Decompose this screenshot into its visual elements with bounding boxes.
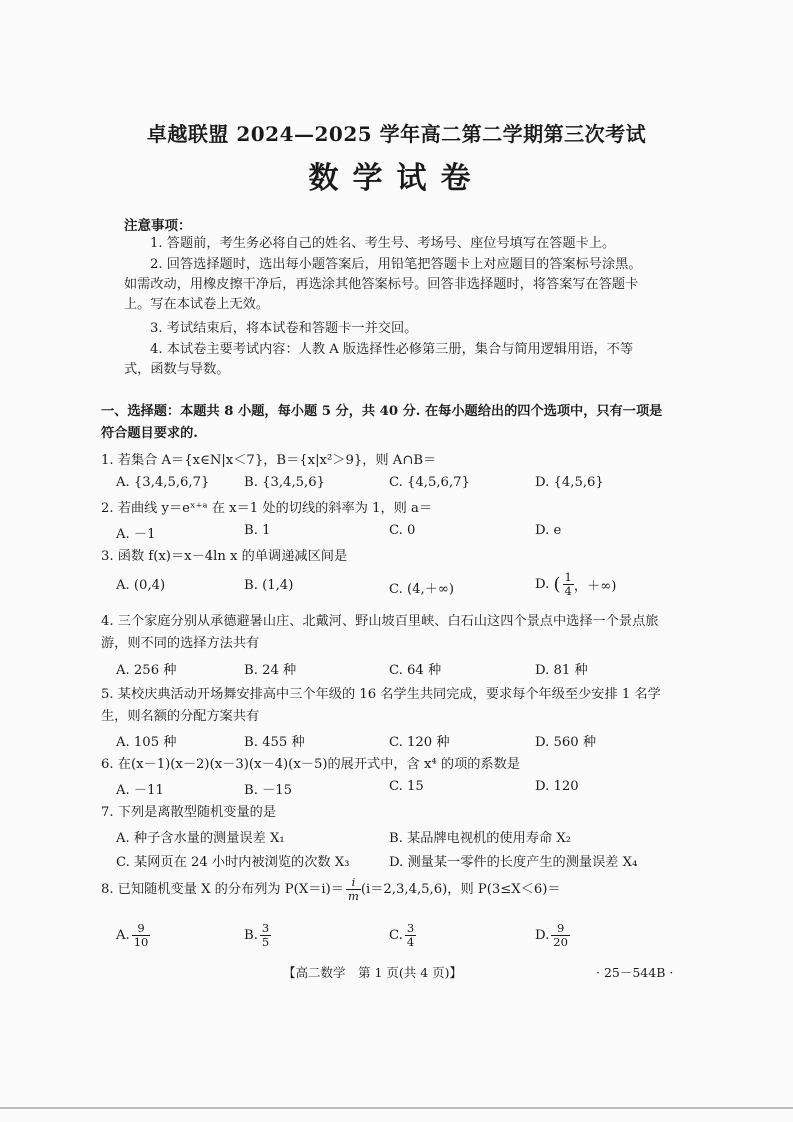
q1-option-c: C. {4,5,6,7} [389,475,470,490]
q3-option-a: A. (0,4) [116,578,166,593]
q3-option-b: B. (1,4) [244,578,294,593]
q4-option-a: A. 256 种 [116,663,177,678]
q5-option-a: A. 105 种 [116,735,177,750]
question-5: 5. 某校庆典活动开场舞安排高中三个年级的 16 名学生共同完成，要求每个年级至少安排 1 名学生，则名额的分配方案共有 [101,687,661,724]
q5-option-c: C. 120 种 [389,735,450,750]
exam-subject-title: 数学试卷 [308,161,485,196]
q6-option-d: D. 120 [535,779,579,794]
q3d-fraction: $\frac{1}{4}$ [564,570,572,598]
question-6: 6. 在(x－1)(x－2)(x－3)(x－4)(x－5)的展开式中，含 x⁴ 的项的系数是 [101,757,521,772]
notice-item-3: 3. 考试结束后，将本试卷和答题卡一并交回。 [150,321,418,336]
question-7: 7. 下列是离散型随机变量的是 [101,805,277,820]
question-1: 1. 若集合 A＝{x∈N|x＜7}，B＝{x|x²＞9}，则 A∩B＝ [101,453,437,468]
q4-option-b: B. 24 种 [244,663,297,678]
q7-option-c: C. 某网页在 24 小时内被浏览的次数 X₃ [116,855,350,870]
question-3: 3. 函数 f(x)＝x－4ln x 的单调递减区间是 [101,549,348,564]
q7-option-a: A. 种子含水量的测量误差 X₁ [116,831,285,846]
q8-option-c: C. $\frac{3}{4}$ [389,921,415,949]
footer-code: · 25－544B · [596,965,674,980]
q3-option-c: C. (4,＋∞) [389,582,455,597]
notice-item-2: 2. 回答选择题时，选出每小题答案后，用铅笔把答题卡上对应题目的答案标号涂黑。如需改动，用橡皮擦干净后，再选涂其他答案标号。回答非选择题时，将答案写在答题卡上。写在本试卷上无效。 [124,257,642,312]
q1-option-a: A. {3,4,5,6,7} [116,475,210,490]
q2-option-c: C. 0 [389,523,416,538]
section-heading: 一、选择题：本题共 8 小题，每小题 5 分，共 40 分. 在每小题给出的四个选项中，只有一项是符合题目要求的. [101,404,663,441]
q5-option-d: D. 560 种 [535,735,597,750]
q2-option-d: D. e [535,523,562,538]
q3-option-d: D. ( $\frac{1}{4}$ ，＋∞) [535,570,617,598]
q1-option-b: B. {3,4,5,6} [244,475,325,490]
q8-option-a: A. $\frac{9}{10}$ [116,921,149,949]
question-8 [101,876,676,903]
question-2: 2. 若曲线 y＝eˣ⁺ᵃ 在 x＝1 处的切线的斜率为 1，则 a＝ [101,501,433,516]
scan-edge-line [0,1107,793,1109]
q8-option-d: D. $\frac{9}{20}$ [535,921,568,949]
exam-title: 卓越联盟 2024—2025 学年高二第二学期第三次考试 [146,122,647,146]
q4-option-c: C. 64 种 [389,663,442,678]
q6-option-b: B. －15 [244,783,293,798]
q2-option-b: B. 1 [244,523,271,538]
q8-suffix: (i＝2,3,4,5,6)，则 P(3≤X＜6)＝ [360,882,561,897]
question-4: 4. 三个家庭分别从承德避暑山庄、北戴河、野山坡百里峡、白石山这四个景点中选择一个景点旅游，则不同的选择方法共有 [101,614,659,651]
q1-option-d: D. {4,5,6} [535,475,604,490]
q6-option-a: A. －11 [116,783,164,798]
q8-fraction: $\frac{i}{m}$ [347,875,359,903]
notice-item-4: 4. 本试卷主要考试内容：人教 A 版选择性必修第三册，集合与简用逻辑用语，不等式，函数与导数。 [124,342,634,377]
q6-option-c: C. 15 [389,779,424,794]
q3d-suffix: ，＋∞) [573,579,617,594]
q8-prefix: 8. 已知随机变量 X 的分布列为 P(X＝i)＝ [101,882,344,897]
q4-option-d: D. 81 种 [535,663,588,678]
q5-option-b: B. 455 种 [244,735,305,750]
q8-option-b: B. $\frac{3}{5}$ [244,921,270,949]
footer-page-info: 【高二数学 第 1 页(共 4 页)】 [283,965,463,980]
q2-option-a: A. －1 [116,527,156,542]
notice-heading: 注意事项： [124,218,192,234]
q7-option-d: D. 测量某一零件的长度产生的测量误差 X₄ [389,855,638,870]
q7-option-b: B. 某品牌电视机的使用寿命 X₂ [389,831,572,846]
notice-item-1: 1. 答题前，考生务必将自己的姓名、考生号、考场号、座位号填写在答题卡上。 [150,236,616,251]
q3d-prefix: D. [535,577,554,592]
